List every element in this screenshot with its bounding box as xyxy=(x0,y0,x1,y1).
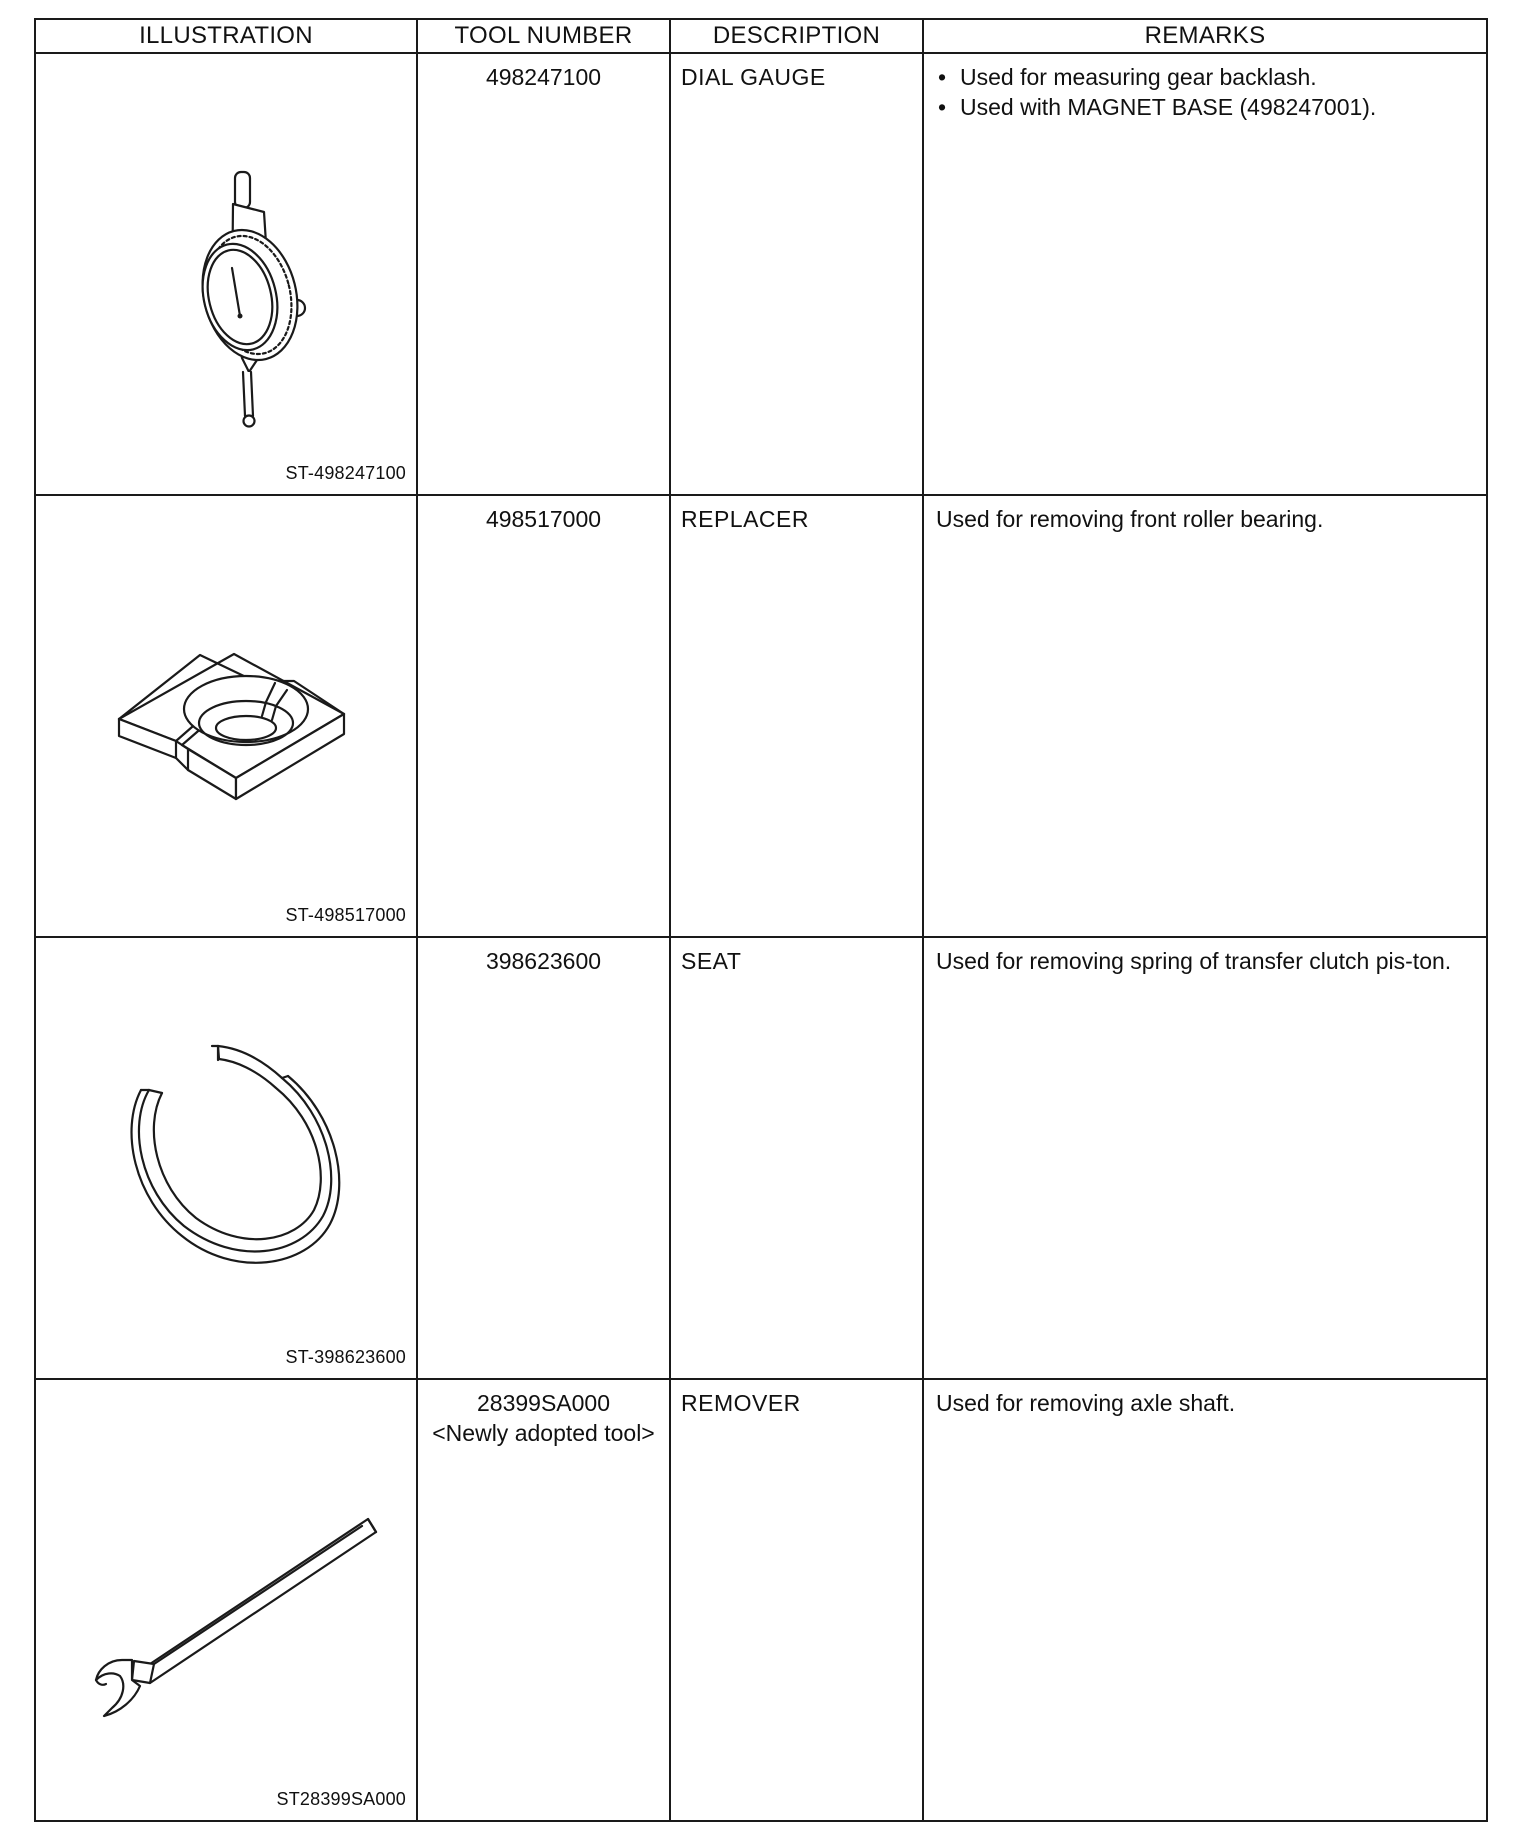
remarks-cell: Used for removing axle shaft. xyxy=(923,1379,1487,1821)
tool-number: 498247100 xyxy=(485,64,602,90)
table-row xyxy=(35,1379,1487,1821)
illustration-code: ST-498517000 xyxy=(285,905,406,925)
tool-number: 398623600 xyxy=(485,948,602,974)
remarks-list xyxy=(936,62,1474,122)
replacer-block-icon xyxy=(36,496,416,926)
remarks-item: • Used with MAGNET BASE (498247001). xyxy=(936,92,1474,122)
header-description: DESCRIPTION xyxy=(670,19,923,53)
table-row xyxy=(35,53,1487,495)
tool-number-cell xyxy=(417,937,670,1379)
dial-gauge-icon xyxy=(36,54,416,484)
table-row xyxy=(35,495,1487,937)
description-cell: SEAT xyxy=(670,937,923,1379)
header-tool-number: TOOL NUMBER xyxy=(417,19,670,53)
description-cell: DIAL GAUGE xyxy=(670,53,923,495)
illustration-cell xyxy=(35,937,417,1379)
tool-number: 28399SA000 xyxy=(476,1390,610,1416)
tool-number: 498517000 xyxy=(485,506,602,532)
illustration-cell xyxy=(35,53,417,495)
table-row xyxy=(35,937,1487,1379)
remover-wrench-icon xyxy=(36,1380,416,1810)
remarks-cell: Used for removing spring of transfer clutch pis-ton. xyxy=(923,937,1487,1379)
remarks-item: • Used for measuring gear backlash. xyxy=(936,62,1474,92)
tool-note: <Newly adopted tool> xyxy=(432,1420,655,1446)
illustration-cell xyxy=(35,1379,417,1821)
illustration-code: ST-498247100 xyxy=(285,463,406,483)
header-illustration: ILLUSTRATION xyxy=(35,19,417,53)
seat-ring-icon xyxy=(36,938,416,1368)
table-header-row xyxy=(35,19,1487,53)
special-tools-table xyxy=(34,18,1488,1822)
header-remarks: REMARKS xyxy=(923,19,1487,53)
tool-number-cell xyxy=(417,1379,670,1821)
illustration-code: ST28399SA000 xyxy=(276,1789,406,1809)
remarks-cell xyxy=(923,53,1487,495)
description-cell: REPLACER xyxy=(670,495,923,937)
special-tools-sheet xyxy=(34,18,1486,1809)
remarks-cell: Used for removing front roller bearing. xyxy=(923,495,1487,937)
illustration-code: ST-398623600 xyxy=(285,1347,406,1367)
description-cell: REMOVER xyxy=(670,1379,923,1821)
tool-number-cell xyxy=(417,495,670,937)
illustration-cell xyxy=(35,495,417,937)
tool-number-cell xyxy=(417,53,670,495)
